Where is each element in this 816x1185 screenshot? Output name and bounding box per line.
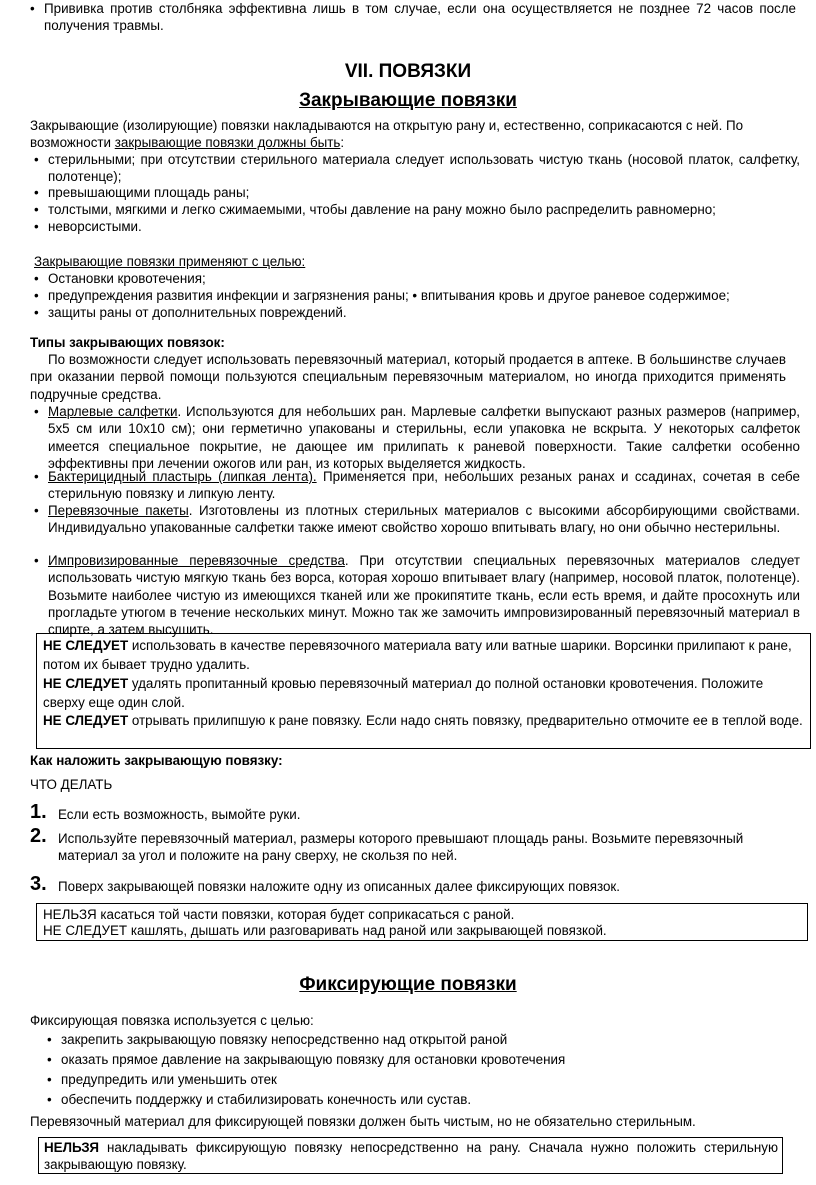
warning-item bbox=[43, 636, 805, 674]
closing-heading: Закрывающие повязки bbox=[299, 90, 517, 111]
closing-intro-text: Закрывающие (изолирующие) повязки накладываются на открытую рану и, естественно, соприкасаются с ней. По возможности bbox=[30, 118, 744, 151]
warnings-box bbox=[36, 633, 811, 749]
type-text: . Используются для небольших ран. Марлевые салфетки выпускают разных размеров (например, 5x5 см или 10x10 см); они герметично упакованы и стерильны, если упаковка не вскрыта. У некоторых салфеток имеется специальное покрытие, не дающее им прилипать к раневой поверхности. Такие салфетки особенно эффективны при лечении ожогов или ран, из которых выделяется жидкость. bbox=[48, 404, 801, 471]
type-item bbox=[34, 502, 800, 537]
requirement-item: • стерильными; при отсутствии стерильного материала следует использовать чистую ткань (носовой платок, салфетку, полотенце); bbox=[34, 151, 800, 186]
type-item bbox=[34, 403, 800, 472]
fixing-heading: Фиксирующие повязки bbox=[299, 974, 517, 995]
warning-item bbox=[43, 674, 805, 712]
step-number: 2. bbox=[30, 825, 47, 847]
types-intro: По возможности следует использовать перевязочный материал, который продается в аптеке. В большинстве случаев при оказании первой помощи пользуются специальным перевязочным материалом, но иногда приходится применять подручные средства. bbox=[30, 352, 786, 402]
warning-lead: НЕ СЛЕДУЕТ bbox=[43, 638, 129, 653]
warning-text: удалять пропитанный кровью перевязочный материал до полной остановки кровотечения. Положите сверху еще один слой. bbox=[43, 676, 764, 710]
section-title: VII. ПОВЯЗКИ bbox=[344, 61, 472, 82]
step-warning: НЕЛЬЗЯ касаться той части повязки, которая будет соприкасаться с раной. bbox=[43, 907, 515, 922]
fixing-warning bbox=[44, 1139, 778, 1174]
purpose-item: • предупреждения развития инфекции и загрязнения раны; • впитывания кровь и другое раневое содержимое; bbox=[34, 287, 800, 304]
step-warnings-box bbox=[36, 903, 808, 941]
type-item bbox=[34, 552, 800, 638]
warning-lead: НЕ СЛЕДУЕТ bbox=[43, 676, 129, 691]
step-number: 1. bbox=[30, 801, 47, 823]
what-to-do-label: ЧТО ДЕЛАТЬ bbox=[30, 777, 113, 792]
step-text: Поверх закрывающей повязки наложите одну из описанных далее фиксирующих повязок. bbox=[58, 879, 620, 894]
type-name: Марлевые салфетки bbox=[48, 404, 178, 419]
warning-text: отрывать прилипшую к ране повязку. Если надо снять повязку, предварительно отмочите ее в теплой воде. bbox=[128, 713, 803, 728]
type-item bbox=[34, 468, 800, 503]
closing-intro-colon: : bbox=[340, 135, 345, 151]
fixing-purpose-item: • обеспечить поддержку и стабилизировать конечность или сустав. bbox=[47, 1091, 800, 1108]
fixing-warning-text: накладывать фиксирующую повязку непосредственно на рану. Сначала нужно положить стерильную закрывающую повязку. bbox=[44, 1140, 778, 1173]
fixing-purpose-item: • оказать прямое давление на закрывающую повязку для остановки кровотечения bbox=[47, 1051, 800, 1068]
type-name: Бактерицидный пластырь (липкая лента). bbox=[48, 469, 317, 484]
intro-bullet: • Прививка против столбняка эффективна лишь в том случае, если она осуществляется не позднее 72 часов после получения травмы. bbox=[30, 0, 796, 35]
purpose-heading: Закрывающие повязки применяют с целью: bbox=[34, 254, 306, 269]
requirement-item: • превышающими площадь раны; bbox=[34, 184, 800, 201]
step-warning: НЕ СЛЕДУЕТ кашлять, дышать или разговаривать над раной или закрывающей повязкой. bbox=[43, 923, 607, 938]
closing-intro-underlined: закрывающие повязки должны быть bbox=[114, 135, 341, 151]
fixing-purpose-item: • закрепить закрывающую повязку непосредственно над открытой раной bbox=[47, 1031, 800, 1048]
howto-heading: Как наложить закрывающую повязку: bbox=[30, 753, 283, 768]
purpose-item: • Остановки кровотечения; bbox=[34, 270, 800, 287]
step-text: Используйте перевязочный материал, размеры которого превышают площадь раны. Возьмите перевязочный материал за угол и положите на рану сверху, не скользя по ней. bbox=[58, 831, 744, 864]
warning-item bbox=[43, 711, 805, 730]
type-name: Перевязочные пакеты bbox=[48, 503, 189, 518]
type-text: Применяется при, небольших резаных ранах и ссадинах, сочетая в себе стерильную повязку и липкую ленту. bbox=[48, 469, 801, 502]
fixing-material-note: Перевязочный материал для фиксирующей повязки должен быть чистым, но не обязательно стерильным. bbox=[30, 1114, 696, 1129]
type-name: Импровизированные перевязочные средства bbox=[48, 553, 345, 568]
step-text: Если есть возможность, вымойте руки. bbox=[58, 807, 301, 822]
step-number: 3. bbox=[30, 873, 47, 895]
types-heading: Типы закрывающих повязок: bbox=[30, 335, 225, 350]
fixing-purpose-item: • предупредить или уменьшить отек bbox=[47, 1071, 800, 1088]
fixing-warning-box bbox=[38, 1137, 783, 1174]
fixing-warning-lead: НЕЛЬЗЯ bbox=[44, 1140, 99, 1155]
requirement-item: • толстыми, мягкими и легко сжимаемыми, чтобы давление на рану можно было распределить равномерно; bbox=[34, 201, 800, 218]
warning-text: использовать в качестве перевязочного материала вату или ватные шарики. Ворсинки прилипают к ране, потом их бывает трудно удалить. bbox=[43, 638, 792, 672]
fixing-intro: Фиксирующая повязка используется с целью: bbox=[30, 1013, 314, 1028]
purpose-item: • защиты раны от дополнительных повреждений. bbox=[34, 304, 800, 321]
requirement-item: • неворсистыми. bbox=[34, 218, 800, 235]
warning-lead: НЕ СЛЕДУЕТ bbox=[43, 713, 129, 728]
type-text: . При отсутствии специальных перевязочных материалов следует использовать чистую мягкую ткань без ворса, которая хорошо впитывает влагу (например, носовой платок, полотенце). Возьмите наиболее чистую из имеющихся тканей или же прокипятите ткань, если есть время, и дайте просохнуть или прогладьте утюгом в течение нескольких минут. Можно так же замочить импровизированный перевязочный материал в спирте, а затем высушить. bbox=[48, 553, 800, 638]
type-text: . Изготовлены из плотных стерильных материалов с высокими абсорбирующими свойствами. Индивидуально упакованные салфетки также имеют свойство хорошо впитывать влагу, но они обычно нестерильны. bbox=[48, 503, 801, 536]
closing-intro bbox=[30, 117, 786, 152]
